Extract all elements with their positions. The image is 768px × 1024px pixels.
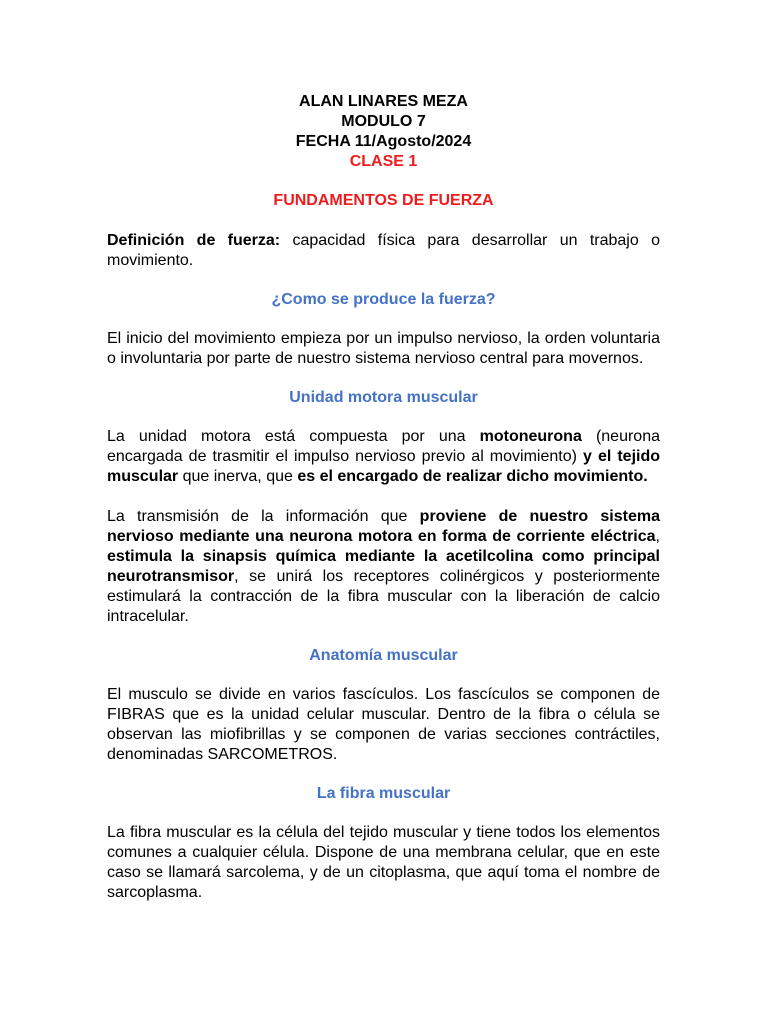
bold-run: motoneurona [479,428,582,445]
how-paragraph: El inicio del movimiento empieza por un impulso nervioso, la orden voluntaria o involuntaria por parte de nuestro sistema nervioso central para movernos. [107,330,660,367]
bold-run: estimula la sinapsis química mediante la acetilcolina como principal neurotransmisor [107,548,660,585]
text-run: , se unirá los receptores colinérgicos y posteriormente estimulará la contracción de la fibra muscular con la liberación de calcio intracelular. [107,568,660,625]
author-name: ALAN LINARES MEZA [299,93,468,110]
document-header [107,92,660,172]
motor-unit-paragraph-1 [107,427,660,487]
fiber-paragraph: La fibra muscular es la célula del tejido muscular y tiene todos los elementos comunes a cualquier célula. Dispone de una membrana celular, que en este caso se llamará sarcolema, y de un citoplasma, que aquí toma el nombre de sarcoplasma. [107,824,660,901]
section-title-anatomy: Anatomía muscular [309,647,458,664]
section-title-fiber: La fibra muscular [316,785,451,802]
text-run: La transmisión de la información que [107,508,420,525]
module-label: MODULO 7 [341,113,426,130]
text-run: , [655,528,660,545]
motor-unit-paragraph-2 [107,507,660,627]
main-title: FUNDAMENTOS DE FUERZA [273,192,494,209]
bold-run: proviene de nuestro sistema nervioso mediante una neurona motora en forma de corriente eléctrica [107,508,661,545]
bold-run: y el tejido muscular [107,448,661,485]
definition-label: Definición de fuerza: [107,232,281,249]
definition-text: capacidad física para desarrollar un trabajo o movimiento. [107,232,660,269]
text-run: La unidad motora está compuesta por una [107,428,480,445]
bold-run: es el encargado de realizar dicho movimiento. [297,468,648,485]
anatomy-paragraph: El musculo se divide en varios fascículos. Los fascículos se componen de FIBRAS que es la unidad celular muscular. Dentro de la fibra o célula se observan las miofibrillas y se componen de varias secciones contráctiles, denominadas SARCOMETROS. [107,686,660,763]
class-label: CLASE 1 [349,153,418,170]
text-run: que inerva, que [178,468,298,485]
definition-paragraph [107,231,660,271]
date-label: FECHA 11/Agosto/2024 [295,133,472,150]
section-title-how: ¿Como se produce la fuerza? [271,291,496,308]
text-run: (neurona encargada de trasmitir el impulso nervioso previo al movimiento) [107,428,660,465]
section-title-motor-unit: Unidad motora muscular [289,389,478,406]
